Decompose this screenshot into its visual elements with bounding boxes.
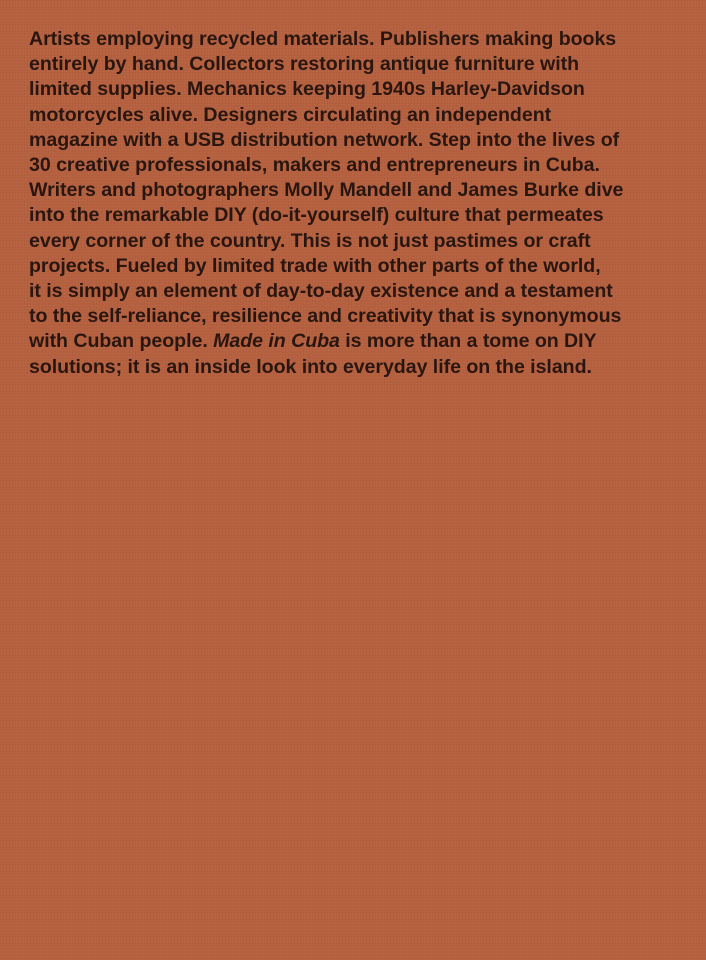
- description-line: limited supplies. Mechanics keeping 1940s Harley-Davidson: [29, 78, 585, 101]
- description-line: entirely by hand. Collectors restoring antique furniture with: [29, 53, 579, 76]
- description-text: is more than a tome on DIY: [339, 330, 597, 353]
- description-line: solutions; it is an inside look into everyday life on the island.: [29, 355, 592, 378]
- description-line: Writers and photographers Molly Mandell and James Burke dive: [29, 179, 624, 202]
- description-text: with Cuban people.: [29, 330, 214, 353]
- description-line: into the remarkable DIY (do-it-yourself) culture that permeates: [29, 204, 604, 227]
- description-line: every corner of the country. This is not just pastimes or craft: [29, 229, 591, 252]
- description-line: [29, 329, 689, 354]
- book-title: Made in Cuba: [213, 330, 340, 353]
- description-line: projects. Fueled by limited trade with other parts of the world,: [29, 254, 601, 277]
- description-line: magazine with a USB distribution network. Step into the lives of: [29, 128, 620, 151]
- description-line: Artists employing recycled materials. Publishers making books: [29, 28, 617, 50]
- description-line: 30 creative professionals, makers and entrepreneurs in Cuba.: [29, 154, 600, 177]
- description-line: to the self-reliance, resilience and creativity that is synonymous: [29, 305, 622, 328]
- description-line: it is simply an element of day-to-day existence and a testament: [29, 280, 613, 303]
- book-description: [29, 27, 689, 380]
- description-line: motorcycles alive. Designers circulating an independent: [29, 103, 552, 126]
